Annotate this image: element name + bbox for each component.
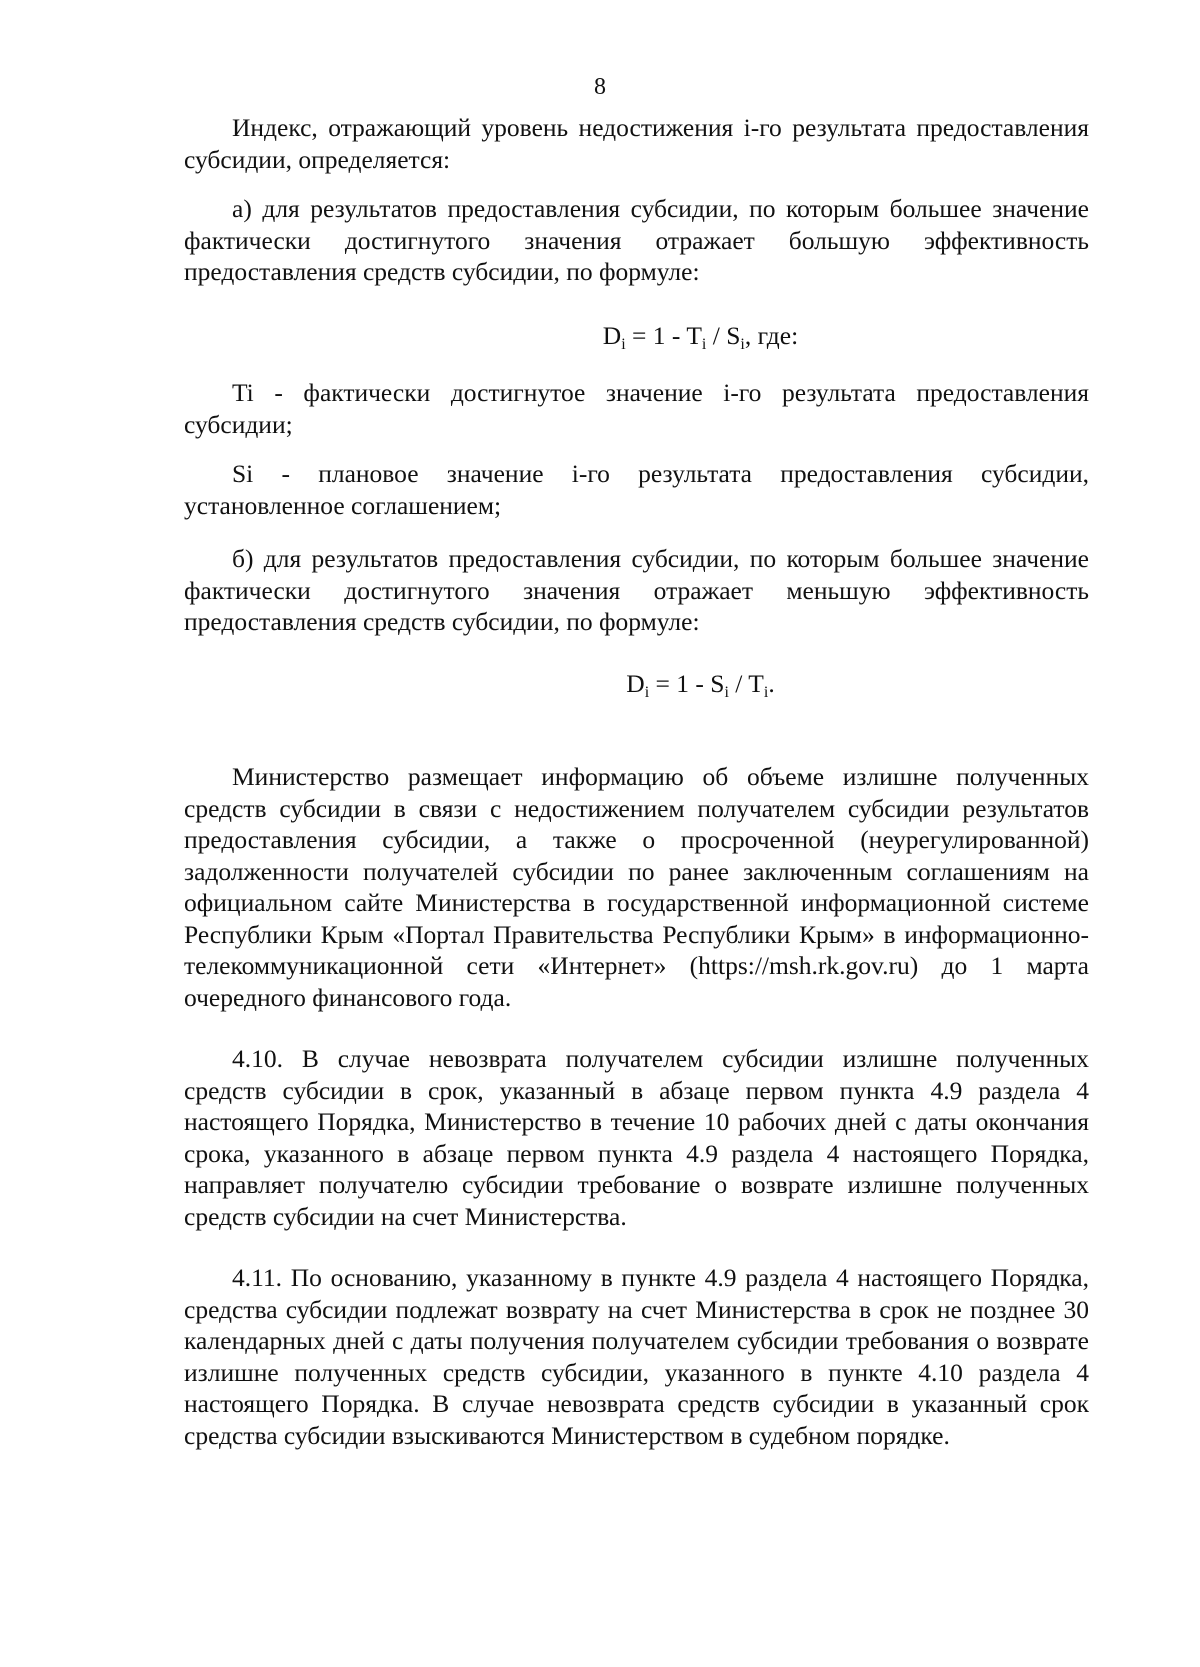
formula-term: . bbox=[768, 668, 775, 698]
formula-subscript: i bbox=[724, 683, 729, 701]
formula-subscript: i bbox=[763, 683, 769, 701]
formula-term: T bbox=[748, 668, 764, 698]
formula-term: = 1 - bbox=[625, 320, 687, 350]
paragraph-case-b: б) для результатов предоставления субсидии, по которым большее значение фактически достигнутого значения отражает меньшую эффективность предоставления средств субсидии, по формуле: bbox=[184, 544, 1089, 636]
paragraph-def-si: Si - плановое значение i-го результата предоставления субсидии, установленное соглашением; bbox=[184, 459, 1089, 520]
formula-term: D bbox=[602, 320, 622, 350]
formula-term: S bbox=[726, 320, 741, 350]
document-body bbox=[184, 112, 1089, 1451]
formula-subscript: i bbox=[621, 335, 626, 353]
paragraph-ministry-info: Министерство размещает информацию об объеме излишне полученных средств субсидии в связи с недостижением получателем субсидии результатов предоставления субсидии, а также о просроченной (неурегулированной) задолженности получателей субсидии по ранее заключенным соглашениям на официальном сайте Министерства в государственной информационной системе Республики Крым «Портал Правительства Республики Крым» в информационно-телекоммуникационной сети «Интернет» (https://msh.rk.gov.ru) до 1 марта очередного финансового года. bbox=[184, 762, 1089, 1012]
formula-di-a bbox=[312, 320, 1089, 352]
formula-subscript: i bbox=[740, 335, 745, 353]
formula-subscript: i bbox=[701, 335, 707, 353]
page-number: 8 bbox=[594, 74, 606, 100]
paragraph-def-ti: Ti - фактически достигнутое значение i-го результата предоставления субсидии; bbox=[184, 378, 1089, 439]
formula-term: = 1 - bbox=[649, 668, 711, 698]
formula-term: / bbox=[728, 668, 749, 698]
paragraph-case-a: а) для результатов предоставления субсидии, по которым большее значение фактически достигнутого значения отражает большую эффективность предоставления средств субсидии, по формуле: bbox=[184, 194, 1089, 286]
formula-di-b bbox=[312, 668, 1089, 700]
formula-term: T bbox=[686, 320, 702, 350]
formula-term: , где: bbox=[744, 320, 799, 350]
formula-term: / bbox=[706, 320, 727, 350]
formula-subscript: i bbox=[644, 683, 650, 701]
paragraph-item-4-10: 4.10. В случае невозврата получателем субсидии излишне полученных средств субсидии в срок, указанный в абзаце первом пункта 4.9 раздела 4 настоящего Порядка, Министерство в течение 10 рабочих дней с даты окончания срока, указанного в абзаце первом пункта 4.9 раздела 4 настоящего Порядка, направляет получателю субсидии требование о возврате излишне полученных средств субсидии на счет Министерства. bbox=[184, 1044, 1089, 1231]
paragraph-index-intro: Индекс, отражающий уровень недостижения i-го результата предоставления субсидии, определяется: bbox=[184, 113, 1089, 174]
formula-term: S bbox=[710, 668, 725, 698]
paragraph-item-4-11: 4.11. По основанию, указанному в пункте 4.9 раздела 4 настоящего Порядка, средства субсидии подлежат возврату на счет Министерства в срок не позднее 30 календарных дней с даты получения получателем субсидии требования о возврате излишне полученных средств субсидии, указанного в пункте 4.10 раздела 4 настоящего Порядка. В случае невозврата средств субсидии в указанный срок средства субсидии взыскиваются Министерством в судебном порядке. bbox=[184, 1263, 1089, 1450]
formula-term: D bbox=[626, 668, 645, 698]
